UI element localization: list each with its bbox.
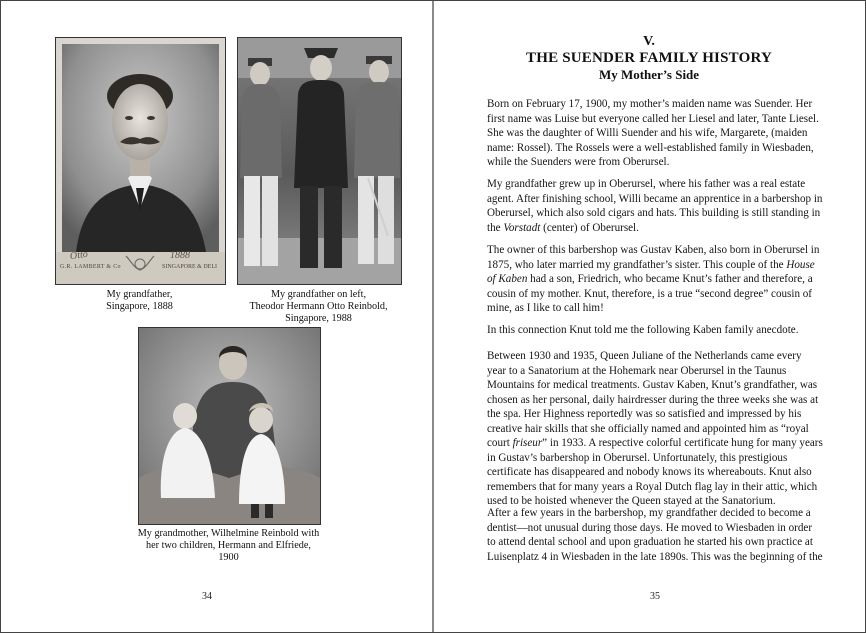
paragraph-2-text-a: My grandfather grew up in Oberursel, where his father was a real estate agent. After finishing school, Willi became an apprentice in a barbershop in Oberursel, which also sold cigars and hats. This building is still standing in the xyxy=(487,178,823,234)
paragraph-5-text-a: Between 1930 and 1935, Queen Juliane of the Netherlands came every year to a Sanatorium at the Hohemark near Oberursel in the Taunus Mountains for medical treatments. Gustav Kaben, Knut’s grandfather, was chosen as her personal, daily hairdresser during the three weeks she was at the spa. Her Highness reportedly was so satisfied and impressed by his creative hair skills that she officially named and appointed him as “royal court xyxy=(487,350,819,449)
caption-line: My grandfather, xyxy=(106,289,173,300)
paragraph-4: In this connection Knut told me the following Kaben family anecdote. xyxy=(487,324,799,336)
chapter-title: THE SUENDER FAMILY HISTORY xyxy=(526,50,772,66)
paragraph-1: Born on February 17, 1900, my mother’s maiden name was Suender. Her first name was Luise but everyone called her Liesel and later, Tante Liesel. She was the daughter of Willi Suender and his wife, Margarete, (maiden name: Rossel). The Rossels were a well-established family in Wiesbaden, while the Suenders were from Oberursel. xyxy=(487,98,819,168)
grandmother-children-image xyxy=(139,328,320,524)
caption-line: her two children, Hermann and Elfriede, xyxy=(146,540,311,551)
page-number-left: 34 xyxy=(202,591,212,602)
right-page xyxy=(433,1,865,632)
grandfather-portrait-photo xyxy=(55,37,226,285)
paragraph-2-text-b: (center) of Oberursel. xyxy=(543,221,639,234)
grandfather-portrait-image xyxy=(56,38,225,284)
left-page xyxy=(1,1,433,632)
caption-line: My grandmother, Wilhelmine Reinbold with xyxy=(137,528,320,539)
photo-year-mark: 1888 xyxy=(170,250,190,261)
caption-line: My grandfather on left, xyxy=(270,289,367,300)
chapter-subtitle: My Mother’s Side xyxy=(598,67,700,82)
paragraph-3 xyxy=(487,243,823,316)
grandmother-children-photo xyxy=(138,327,321,525)
page-number-right: 35 xyxy=(650,591,660,602)
paragraph-3-text-a: The owner of this barbershop was Gustav Kaben, also born in Oberursel in 1875, who later married my grandfather’s sister. This couple of the xyxy=(487,244,820,271)
paragraph-2-italic: Vorstadt xyxy=(503,221,541,234)
photo-signature: Otto xyxy=(69,248,89,263)
grandmother-children-caption xyxy=(119,528,338,564)
paragraph-5 xyxy=(487,349,823,509)
caption-line: Theodor Hermann Otto Reinbold, xyxy=(249,301,388,312)
three-men-caption xyxy=(227,289,410,325)
paragraph-3-italic: House of Kaben xyxy=(487,258,815,285)
chapter-number: V. xyxy=(643,34,655,49)
photo-studio-label-right: SINGAPORE & DELI xyxy=(162,264,217,270)
paragraph-5-italic: friseur xyxy=(512,437,543,449)
paragraph-2 xyxy=(487,177,823,235)
caption-line: 1900 xyxy=(218,552,239,563)
paragraph-5-text-b: ” in 1933. A respective colorful certificate hung for many years in Gustav’s barbershop in Oberursel. Unfortunately, this prestigious certificate has disappeared and nobody knows its whereabouts. Knut also remembers that for many years a Royal Dutch flag lay in their attic, which used to be hoisted whenever the Queen stayed at the Sanatorium. xyxy=(487,437,823,507)
grandfather-portrait-caption xyxy=(55,289,224,313)
three-men-photo xyxy=(237,37,402,285)
three-men-image xyxy=(238,38,401,284)
paragraph-6: After a few years in the barbershop, my grandfather decided to become a dentist—not unusual during those days. He moved to Wiesbaden in order to attend dental school and upon graduation he started his own practice at Luisenplatz 4 in Wiesbaden in the late 1890s. This was the beginning of the xyxy=(487,507,823,563)
caption-line: Singapore, 1888 xyxy=(106,301,173,312)
photo-studio-label-left: G.R. LAMBERT & Co xyxy=(60,264,121,270)
caption-line: Singapore, 1988 xyxy=(285,313,352,324)
paragraph-3-text-b: had a son, Friedrich, who became Knut’s father and therefore, a cousin of my mother. Knut, therefore, is a true “second degree” cousin of mine, as I like to call him! xyxy=(487,273,813,314)
